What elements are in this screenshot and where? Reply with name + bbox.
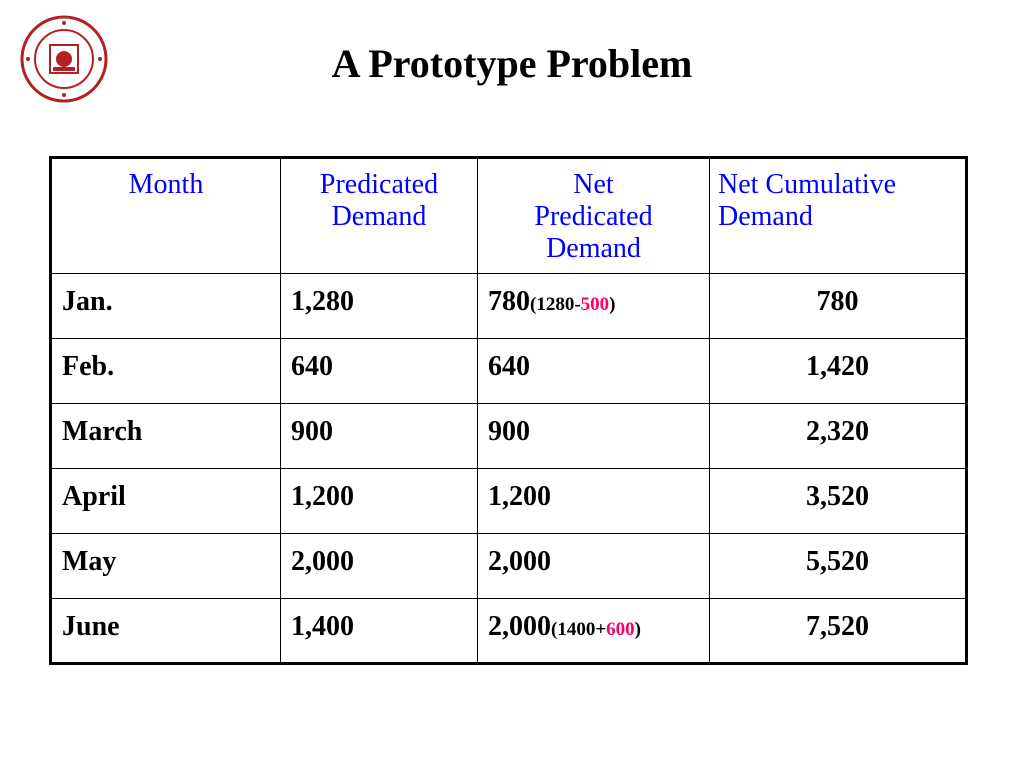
predicated-demand-cell: 1,280 — [281, 274, 478, 339]
table-row — [51, 404, 967, 469]
header-net-cumulative-demand: Net Cumulative Demand — [710, 158, 967, 274]
cumulative-demand-cell: 780 — [710, 274, 967, 339]
demand-table — [49, 156, 968, 665]
table-row — [51, 534, 967, 599]
net-demand-cell: 2,000 — [478, 534, 710, 599]
net-demand-cell: 2,000(1400+600) — [478, 599, 710, 664]
net-demand-cell: 1,200 — [478, 469, 710, 534]
table-row — [51, 274, 967, 339]
month-cell: Feb. — [51, 339, 281, 404]
predicated-demand-cell: 900 — [281, 404, 478, 469]
header-predicated-demand: Predicated Demand — [281, 158, 478, 274]
cumulative-demand-cell: 7,520 — [710, 599, 967, 664]
net-demand-cell: 640 — [478, 339, 710, 404]
month-cell: Jan. — [51, 274, 281, 339]
month-cell: April — [51, 469, 281, 534]
table-header-row — [51, 158, 967, 274]
month-cell: May — [51, 534, 281, 599]
month-cell: March — [51, 404, 281, 469]
cumulative-demand-cell: 3,520 — [710, 469, 967, 534]
calc-note: (1280-500) — [530, 294, 616, 315]
cumulative-demand-cell: 1,420 — [710, 339, 967, 404]
predicated-demand-cell: 640 — [281, 339, 478, 404]
cumulative-demand-cell: 5,520 — [710, 534, 967, 599]
page-title: A Prototype Problem — [331, 41, 693, 86]
predicated-demand-cell: 2,000 — [281, 534, 478, 599]
header-net-predicated-demand: Net Predicated Demand — [478, 158, 710, 274]
net-demand-cell: 780(1280-500) — [478, 274, 710, 339]
calc-note: (1400+600) — [551, 619, 641, 640]
table-row — [51, 599, 967, 664]
predicated-demand-cell: 1,400 — [281, 599, 478, 664]
predicated-demand-cell: 1,200 — [281, 469, 478, 534]
cumulative-demand-cell: 2,320 — [710, 404, 967, 469]
net-demand-cell: 900 — [478, 404, 710, 469]
table-row — [51, 339, 967, 404]
table-row — [51, 469, 967, 534]
month-cell: June — [51, 599, 281, 664]
header-month: Month — [51, 158, 281, 274]
